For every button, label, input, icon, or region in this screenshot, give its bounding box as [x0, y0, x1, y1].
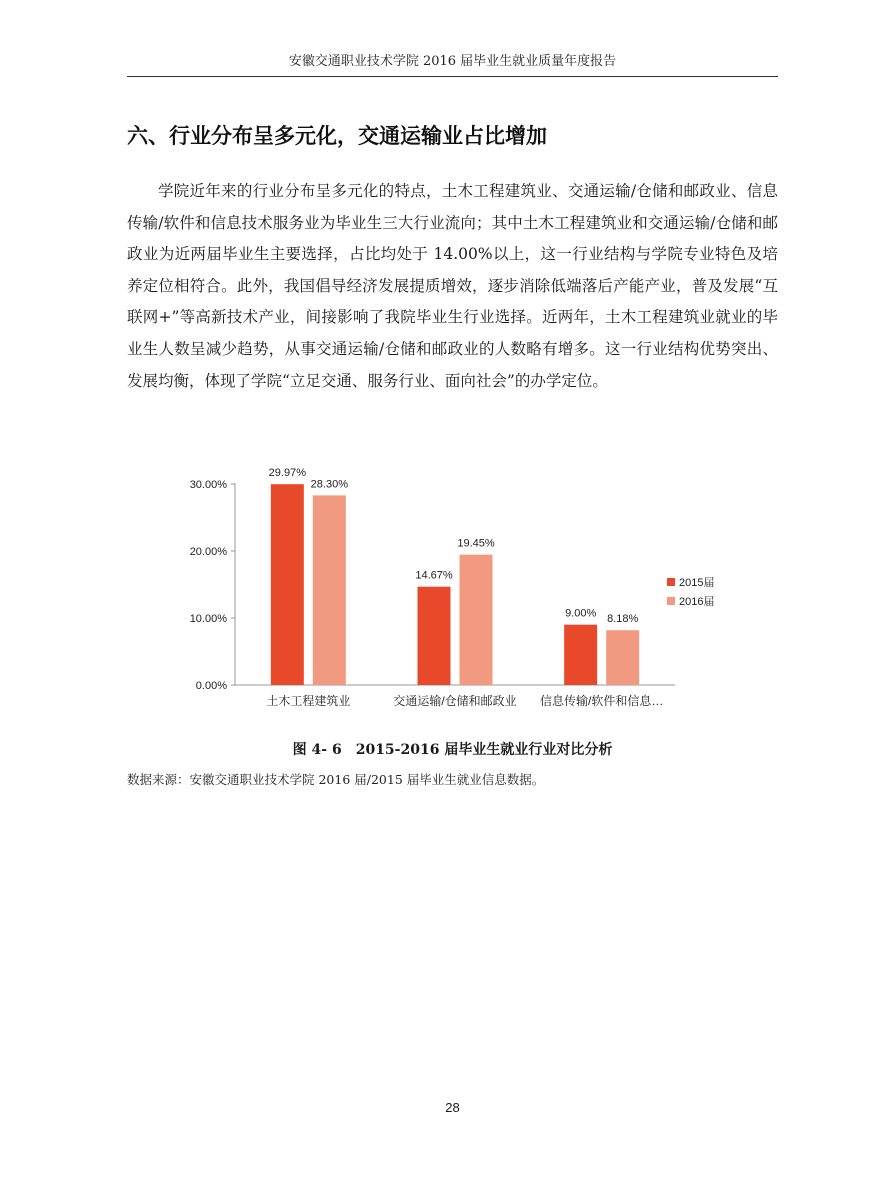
bar-value-label: 29.97% [268, 468, 306, 480]
bar-value-label: 19.45% [457, 537, 495, 550]
bar-value-label: 14.67% [415, 569, 453, 582]
bar-2016-1 [460, 555, 493, 685]
x-category-label: 交通运输/仓储和邮政业 [393, 694, 517, 708]
bar-value-label: 8.18% [607, 613, 639, 626]
bar-value-label: 28.30% [310, 478, 348, 491]
y-tick-label: 30.00% [189, 479, 227, 491]
legend-label: 2016届 [679, 596, 715, 608]
legend-swatch [667, 578, 675, 586]
header-rule [127, 76, 778, 77]
y-tick-label: 0.00% [195, 680, 227, 692]
section-title: 六、行业分布呈多元化，交通运输业占比增加 [127, 124, 547, 148]
data-source-note: 数据来源：安徽交通职业技术学院 2016 届/2015 届毕业生就业信息数据。 [127, 772, 545, 787]
bar-value-label: 9.00% [565, 607, 597, 620]
industry-bar-chart [170, 468, 730, 716]
bar-2015-2 [564, 625, 597, 685]
legend-swatch [667, 597, 675, 605]
bar-2015-1 [418, 587, 451, 685]
legend-label: 2015届 [679, 577, 715, 589]
x-category-label: 信息传输/软件和信息… [539, 694, 664, 708]
page-number: 28 [445, 1100, 460, 1115]
bar-2016-2 [606, 630, 639, 685]
y-tick-label: 20.00% [189, 546, 227, 558]
body-paragraph: 学院近年来的行业分布呈多元化的特点，土木工程建筑业、交通运输/仓储和邮政业、信息传输/软件和信息技术服务业为毕业生三大行业流向；其中土木工程建筑业和交通运输/仓储和邮政业为近两届毕业生主要选择，占比均处于 14.00%以上，这一行业结构与学院专业特色及培养定位相符合。此外，我国倡导经济发展提质增效，逐步消除低端落后产能产业，普及发展“互联网+”等高新技术产业，间接影响了我院毕业生行业选择。近两年，土木工程建筑业就业的毕业生人数呈减少趋势，从事交通运输/仓储和邮政业的人数略有增多。这一行业结构优势突出、发展均衡，体现了学院“立足交通、服务行业、面向社会”的办学定位。 [127, 182, 778, 390]
x-category-label: 土木工程建筑业 [266, 694, 351, 708]
y-tick-label: 10.00% [189, 613, 227, 625]
figure-caption: 图 4- 6 2015-2016 届毕业生就业行业对比分析 [292, 742, 613, 758]
bar-2016-0 [313, 495, 346, 685]
bar-2015-0 [271, 484, 304, 685]
running-header: 安徽交通职业技术学院 2016 届毕业生就业质量年度报告 [288, 54, 617, 69]
